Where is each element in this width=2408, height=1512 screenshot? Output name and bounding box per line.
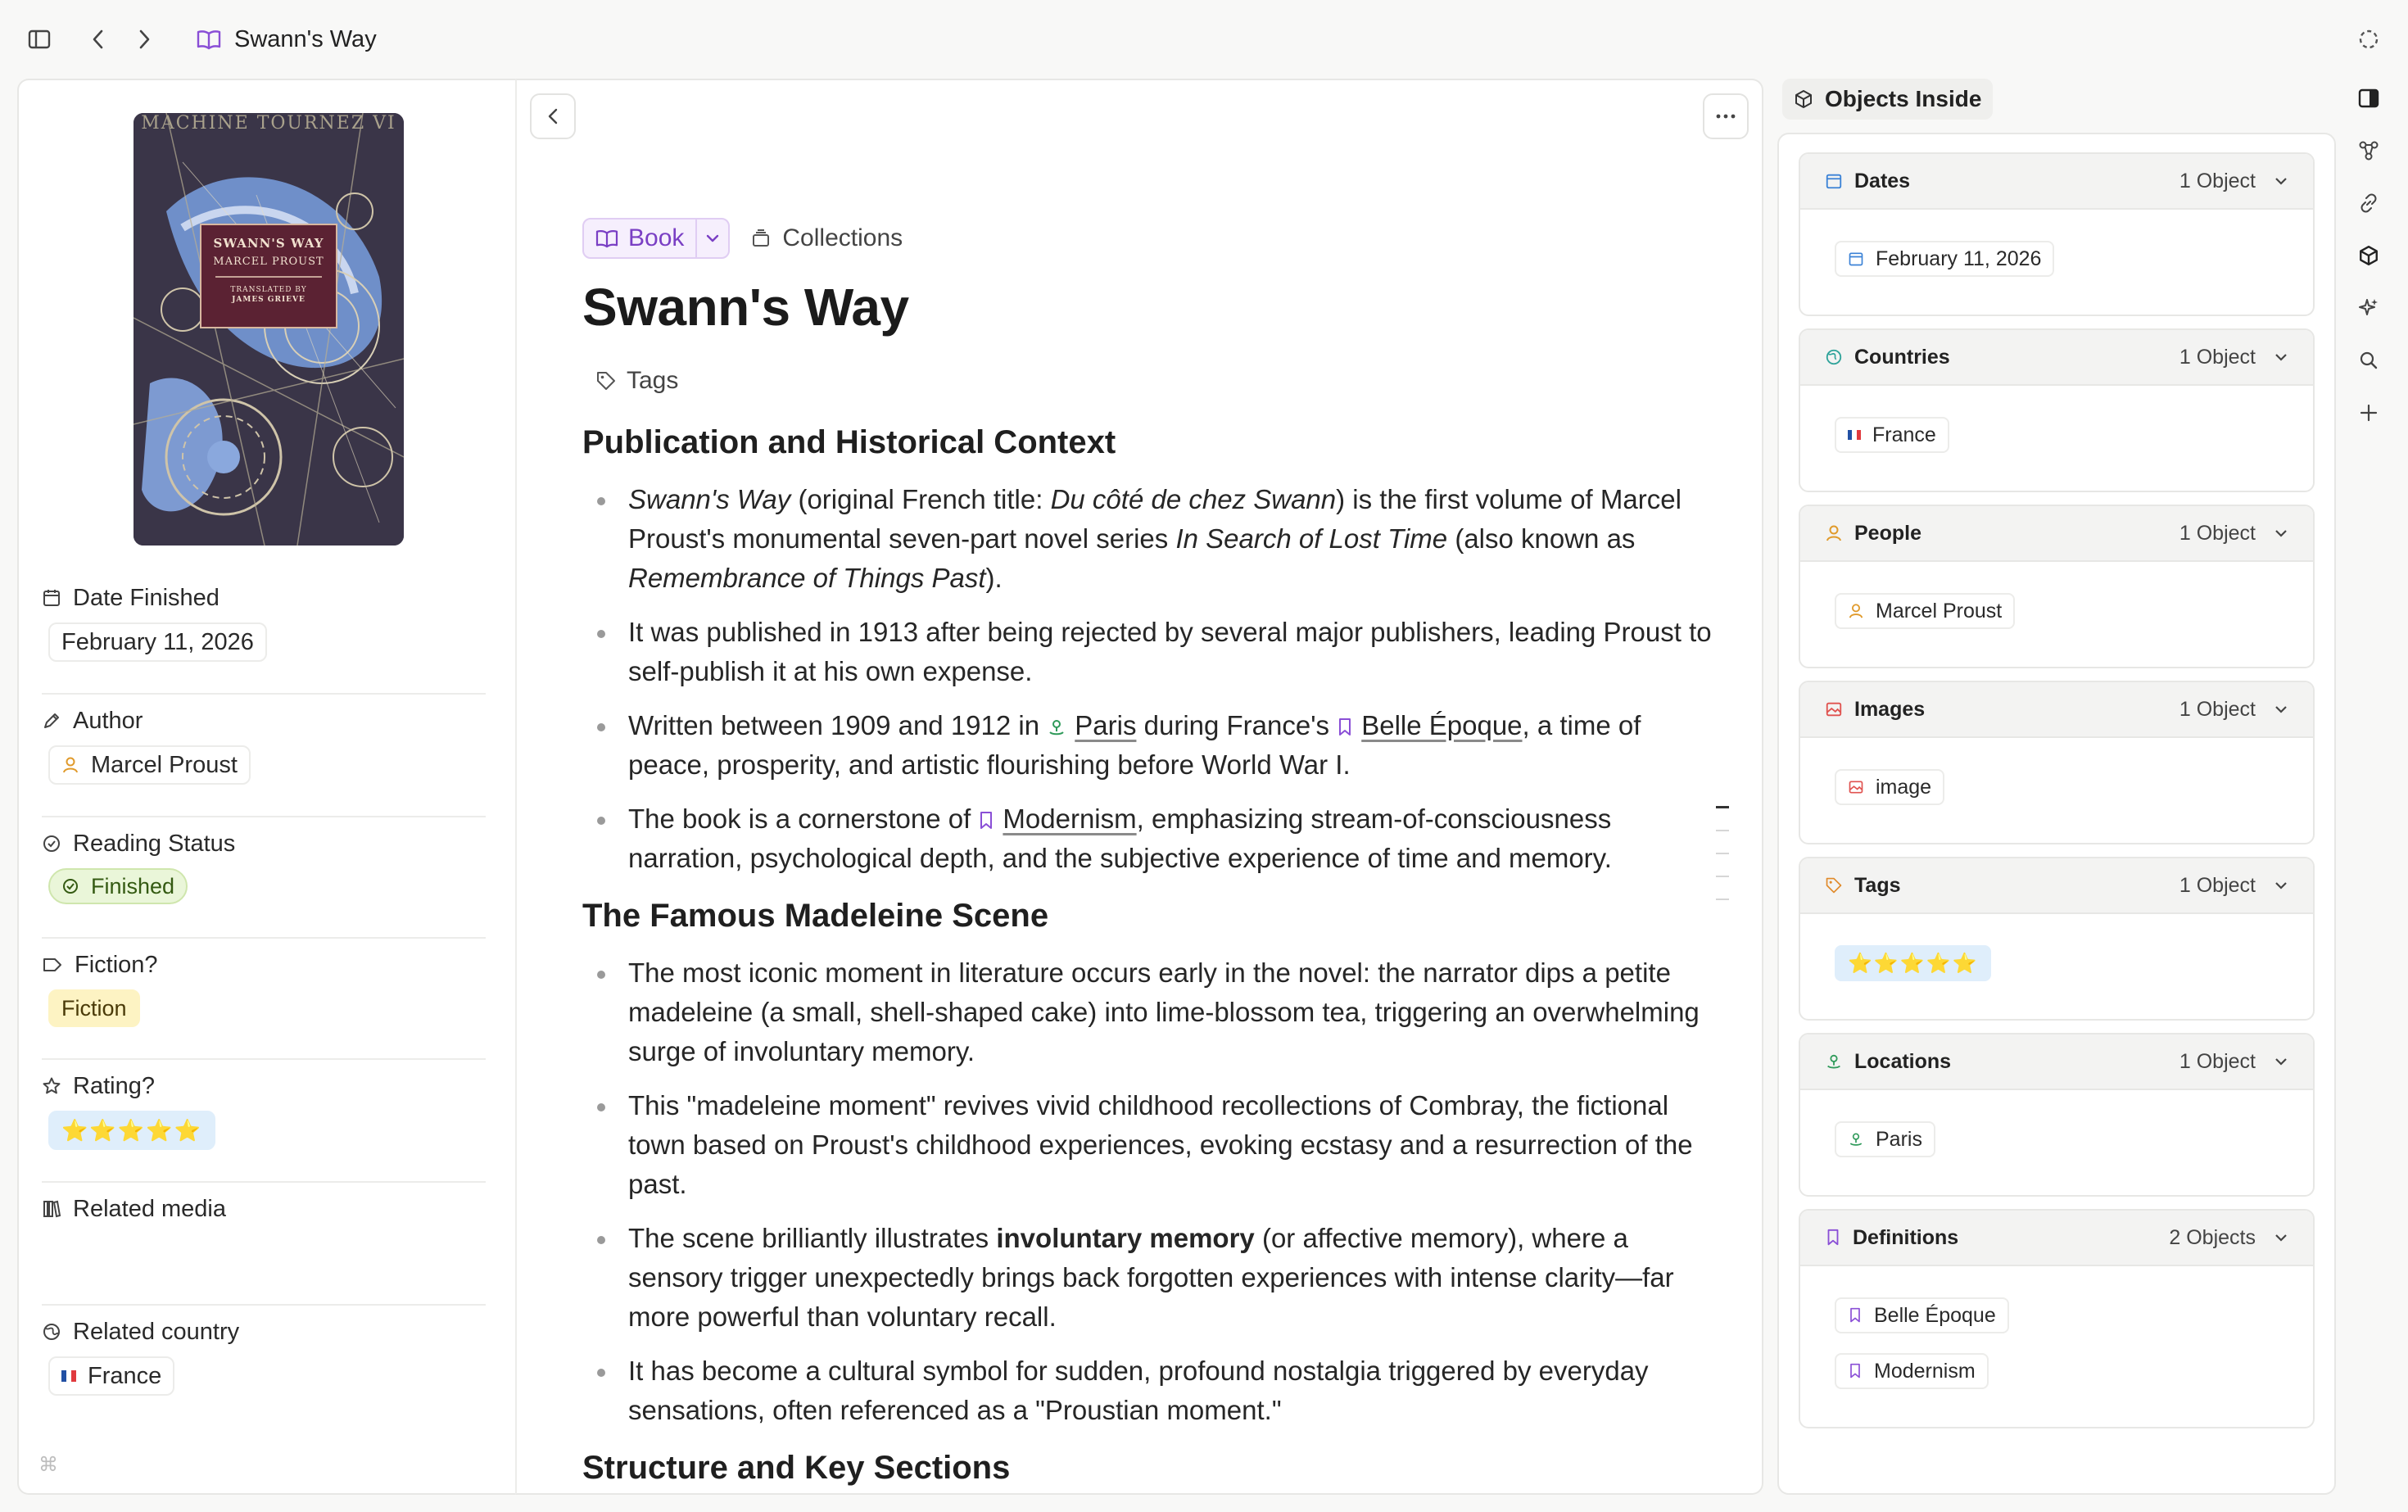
property-label[interactable]: Related country — [42, 1314, 486, 1350]
type-dropdown-button[interactable] — [695, 220, 728, 257]
group-header[interactable]: Dates 1 Object — [1800, 154, 2313, 210]
property-related-country — [42, 1314, 486, 1420]
command-hint-icon[interactable]: ⌘ — [38, 1454, 58, 1476]
top-bar — [0, 0, 2408, 79]
object-type-selector[interactable] — [582, 218, 730, 259]
bookmark-icon — [1337, 718, 1353, 737]
star-icon — [42, 1076, 61, 1096]
group-dates — [1799, 152, 2315, 316]
group-header[interactable]: People 1 Object — [1800, 506, 2313, 562]
object-chip[interactable]: Modernism — [1835, 1353, 1989, 1389]
document-panel — [515, 79, 1763, 1495]
person-icon — [1848, 603, 1864, 619]
mention-link-paris[interactable]: Paris — [1047, 710, 1136, 740]
cover-author: MARCEL PROUST — [213, 256, 324, 268]
bookmark-icon — [978, 811, 994, 831]
chevron-down-icon — [2274, 1057, 2288, 1066]
sidebar-toggle-icon[interactable] — [23, 23, 56, 56]
property-fiction — [42, 947, 486, 1060]
objects-inside-tab[interactable]: Objects Inside — [1782, 79, 1993, 120]
check-circle-icon — [61, 877, 79, 895]
object-chip[interactable]: February 11, 2026 — [1835, 241, 2054, 277]
list-item: This "madeleine moment" revives vivid childhood recollections of Combray, the fictional town based on Proust's childhood experiences, evoking ecstasy and a resurrection of the past. — [582, 1086, 1729, 1204]
check-circle-icon — [42, 834, 61, 853]
calendar-icon — [1848, 251, 1864, 267]
bookmark-icon — [1825, 1229, 1841, 1247]
chevron-down-icon — [2274, 880, 2288, 890]
globe-icon — [1825, 348, 1843, 366]
group-header[interactable]: Definitions 2 Objects — [1800, 1211, 2313, 1266]
sync-status-icon[interactable] — [2352, 23, 2385, 56]
cover-translated-line: TRANSLATED BY — [230, 286, 307, 294]
chevron-down-icon — [2274, 1233, 2288, 1243]
group-header[interactable]: Countries 1 Object — [1800, 330, 2313, 386]
forward-button[interactable] — [128, 23, 161, 56]
window-title-text: Swann's Way — [234, 25, 377, 52]
cover-translator: JAMES GRIEVE — [232, 296, 306, 304]
mention-link-belle-epoque[interactable]: Belle Époque — [1337, 710, 1522, 740]
image-icon — [1848, 779, 1864, 795]
object-chip[interactable]: Paris — [1835, 1121, 1935, 1157]
property-label[interactable]: Author — [42, 703, 486, 739]
author-chip[interactable]: Marcel Proust — [48, 745, 251, 785]
property-reading-status — [42, 826, 486, 939]
list-item: It has become a cultural symbol for sudden, profound nostalgia triggered by everyday sensations, often referenced as a "Proustian moment." — [582, 1351, 1729, 1430]
chevron-down-icon — [2274, 176, 2288, 186]
group-people — [1799, 505, 2315, 668]
rating-tag[interactable]: ⭐⭐⭐⭐⭐ — [48, 1111, 215, 1150]
date-finished-value[interactable]: February 11, 2026 — [48, 622, 267, 662]
list-item: The most iconic moment in literature occurs early in the novel: the narrator dips a petite madeleine (a small, shell-shaped cake) into lime-blossom tea, triggering an overwhelming surge of involuntary memory. — [582, 953, 1729, 1071]
bookmark-icon — [1848, 1307, 1863, 1324]
chevron-down-icon — [705, 233, 720, 243]
library-icon — [42, 1199, 61, 1219]
collection-icon — [751, 229, 771, 248]
pen-icon — [42, 711, 61, 731]
image-icon — [1825, 700, 1843, 718]
flag-france-icon — [1848, 430, 1861, 440]
person-icon — [61, 756, 79, 774]
book-cover-image[interactable] — [134, 113, 404, 545]
object-chip[interactable]: ⭐⭐⭐⭐⭐ — [1835, 945, 1991, 981]
property-date-finished — [42, 580, 486, 695]
search-icon[interactable] — [2352, 344, 2385, 377]
bookmark-icon — [1848, 1363, 1863, 1379]
list-item: Swann's Way (original French title: Du côté de chez Swann) is the first volume of Marcel Proust's monumental seven-part novel series In Search of Lost Time (also known as Remembrance of Things Past). — [582, 480, 1729, 598]
cover-top-text: MACHINE TOURNEZ VI — [141, 113, 396, 134]
tag-icon — [595, 370, 617, 392]
more-options-button[interactable] — [1703, 93, 1749, 139]
calendar-icon — [1825, 172, 1843, 190]
page-title[interactable]: Swann's Way — [582, 278, 909, 337]
objects-inside-panel — [1777, 133, 2336, 1495]
group-images — [1799, 681, 2315, 844]
section-heading: Structure and Key Sections — [582, 1450, 1011, 1486]
group-locations — [1799, 1033, 2315, 1197]
back-button[interactable] — [82, 23, 115, 56]
group-header[interactable]: Locations 1 Object — [1800, 1034, 2313, 1090]
collapse-properties-button[interactable] — [530, 93, 576, 139]
object-chip[interactable]: Marcel Proust — [1835, 593, 2015, 629]
book-icon — [595, 229, 618, 248]
property-rating — [42, 1068, 486, 1183]
location-pin-icon — [1848, 1131, 1864, 1148]
graph-icon[interactable] — [2352, 134, 2385, 167]
person-icon — [1825, 524, 1843, 542]
location-pin-icon — [1825, 1053, 1843, 1071]
property-author — [42, 703, 486, 817]
list-item: It was published in 1913 after being rejected by several major publishers, leading Proust to self-publish it at his own expense. — [582, 613, 1729, 691]
group-countries — [1799, 328, 2315, 492]
object-chip[interactable]: France — [1835, 417, 1949, 453]
country-chip[interactable]: France — [48, 1356, 174, 1396]
outline-scroll-indicator[interactable] — [1716, 806, 1729, 921]
list-item: Written between 1909 and 1912 in Paris during France's Belle Époque, a time of peace, prosperity, and artistic flourishing before World War I. — [582, 706, 1729, 785]
window-title[interactable] — [197, 23, 377, 56]
status-badge[interactable]: Finished — [48, 868, 188, 904]
section-heading: Publication and Historical Context — [582, 424, 1116, 460]
collections-button[interactable]: Collections — [751, 224, 903, 252]
object-chip[interactable]: image — [1835, 769, 1944, 805]
group-header[interactable]: Tags 1 Object — [1800, 858, 2313, 914]
tag-outline-icon — [42, 956, 63, 974]
tags-button[interactable]: Tags — [595, 367, 678, 395]
cube-icon — [1794, 89, 1813, 109]
list-item: The book is a cornerstone of Modernism, emphasizing stream-of-consciousness narration, psychological depth, and the subjective experience of time and memory. — [582, 799, 1729, 878]
chevron-left-icon — [547, 107, 559, 125]
fiction-tag[interactable]: Fiction — [48, 989, 140, 1027]
ellipsis-icon — [1716, 114, 1736, 119]
property-label[interactable]: Date Finished — [42, 580, 486, 616]
group-tags — [1799, 857, 2315, 1021]
link-icon[interactable] — [2352, 187, 2385, 220]
property-label[interactable]: Rating? — [42, 1068, 486, 1104]
calendar-icon — [42, 588, 61, 608]
property-label[interactable]: Reading Status — [42, 826, 486, 862]
object-type-label: Book — [628, 224, 685, 251]
group-definitions — [1799, 1209, 2315, 1428]
property-related-media — [42, 1191, 486, 1306]
tag-icon — [1825, 876, 1843, 894]
mention-link-modernism[interactable]: Modernism — [978, 804, 1136, 834]
chevron-down-icon — [2274, 352, 2288, 362]
properties-panel — [17, 79, 515, 1495]
cover-title: SWANN'S WAY — [213, 236, 324, 251]
property-label[interactable]: Fiction? — [42, 947, 486, 983]
object-chip[interactable]: Belle Époque — [1835, 1297, 2009, 1333]
globe-icon — [42, 1322, 61, 1342]
section-heading: The Famous Madeleine Scene — [582, 898, 1049, 934]
property-label[interactable]: Related media — [42, 1191, 486, 1227]
chevron-down-icon — [2274, 528, 2288, 538]
list-item: The scene brilliantly illustrates involuntary memory (or affective memory), where a sensory trigger unexpectedly brings back forgotten experiences with intense clarity—far more powerful than voluntary recall. — [582, 1219, 1729, 1337]
document-body[interactable] — [582, 423, 1729, 1495]
book-icon — [197, 29, 221, 50]
chevron-down-icon — [2274, 704, 2288, 714]
plus-icon[interactable] — [2352, 396, 2385, 429]
cube-icon[interactable] — [2352, 239, 2385, 272]
location-pin-icon — [1047, 718, 1066, 737]
panel-layout-icon[interactable] — [2352, 82, 2385, 115]
sparkle-icon[interactable] — [2352, 292, 2385, 324]
flag-france-icon — [61, 1370, 76, 1382]
group-header[interactable]: Images 1 Object — [1800, 682, 2313, 738]
